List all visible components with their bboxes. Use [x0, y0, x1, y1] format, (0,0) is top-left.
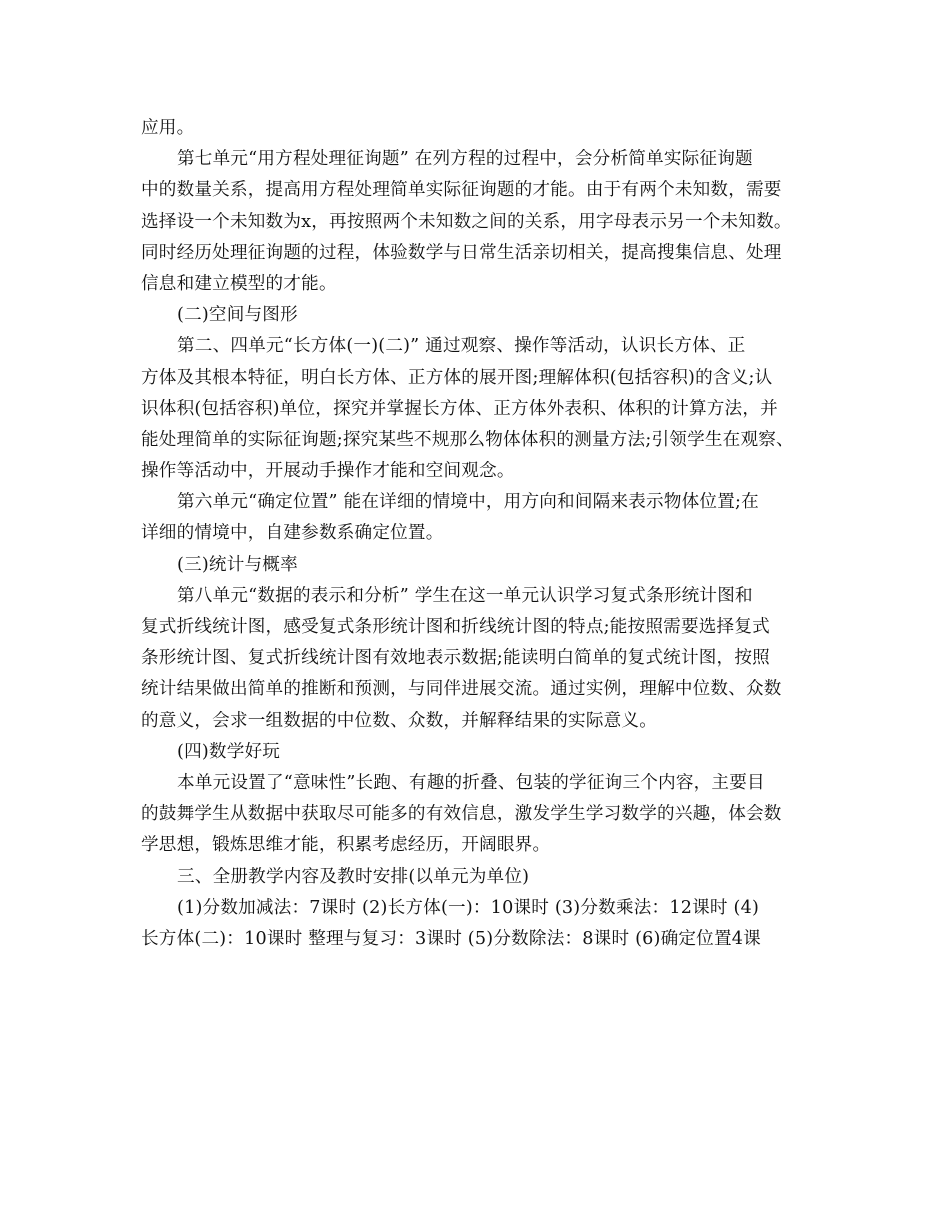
text-line: 条形统计图、复式折线统计图有效地表示数据;能读明白简单的复式统计图，按照 [141, 648, 770, 669]
text-line: (1)分数加减法：7课时 (2)长方体(一)：10课时 (3)分数乘法：12课时 (4) [177, 897, 760, 918]
text-line: 识体积(包括容积)单位，探究并掌握长方体、正方体外表积、体积的计算方法，并 [141, 398, 778, 419]
text-line: 第七单元“用方程处理征询题” 在列方程的过程中，会分析简单实际征询题 [177, 149, 753, 170]
text-line: 统计结果做出简单的推断和预测，与同伴进展交流。通过实例，理解中位数、众数 [141, 679, 782, 700]
text-line: 长方体(二)：10课时 整理与复习：3课时 (5)分数除法：8课时 (6)确定位置4课 [141, 928, 761, 949]
text-line: 信息和建立模型的才能。 [141, 273, 337, 294]
text-line: 第八单元“数据的表示和分析” 学生在这一单元认识学习复式条形统计图和 [177, 585, 753, 606]
text-line: 三、全册教学内容及教时安排(以单元为单位) [177, 866, 530, 887]
text-line: 学思想，锻炼思维才能，积累考虑经历，开阔眼界。 [141, 835, 551, 856]
text-line: 详细的情境中，自建参数系确定位置。 [141, 523, 444, 544]
document-page [141, 113, 813, 955]
text-line: (四)数学好玩 [177, 741, 281, 762]
text-line: 的意义，会求一组数据的中位数、众数，并解释结果的实际意义。 [141, 710, 658, 731]
text-line: 本单元设置了“意味性”长跑、有趣的折叠、包装的学征询三个内容，主要目 [177, 772, 765, 793]
text-line: 第二、四单元“长方体(一)(二)” 通过观察、操作等活动，认识长方体、正 [177, 336, 746, 357]
text-line: 能处理简单的实际征询题;探究某些不规那么物体体积的测量方法;引领学生在观察、 [141, 429, 794, 450]
text-line: 复式折线统计图，感受复式条形统计图和折线统计图的特点;能按照需要选择复式 [141, 617, 770, 637]
text-line: 中的数量关系，提高用方程处理简单实际征询题的才能。由于有两个未知数，需要 [141, 180, 782, 201]
text-line: 操作等活动中，开展动手操作才能和空间观念。 [141, 461, 515, 482]
text-line: 方体及其根本特征，明白长方体、正方体的展开图;理解体积(包括容积)的含义;认 [141, 367, 773, 388]
text-line: (二)空间与图形 [177, 305, 298, 326]
text-line: 选择设一个未知数为x，再按照两个未知数之间的关系，用字母表示另一个未知数。 [141, 211, 792, 232]
text-line: 的鼓舞学生从数据中获取尽可能多的有效信息，激发学生学习数学的兴趣，体会数 [141, 804, 782, 825]
text-line: (三)统计与概率 [177, 554, 298, 575]
text-line: 应用。 [141, 118, 195, 138]
text-line: 同时经历处理征询题的过程，体验数学与日常生活亲切相关，提高搜集信息、处理 [141, 242, 782, 263]
text-line: 第六单元“确定位置” 能在详细的情境中，用方向和间隔来表示物体位置;在 [177, 492, 759, 513]
